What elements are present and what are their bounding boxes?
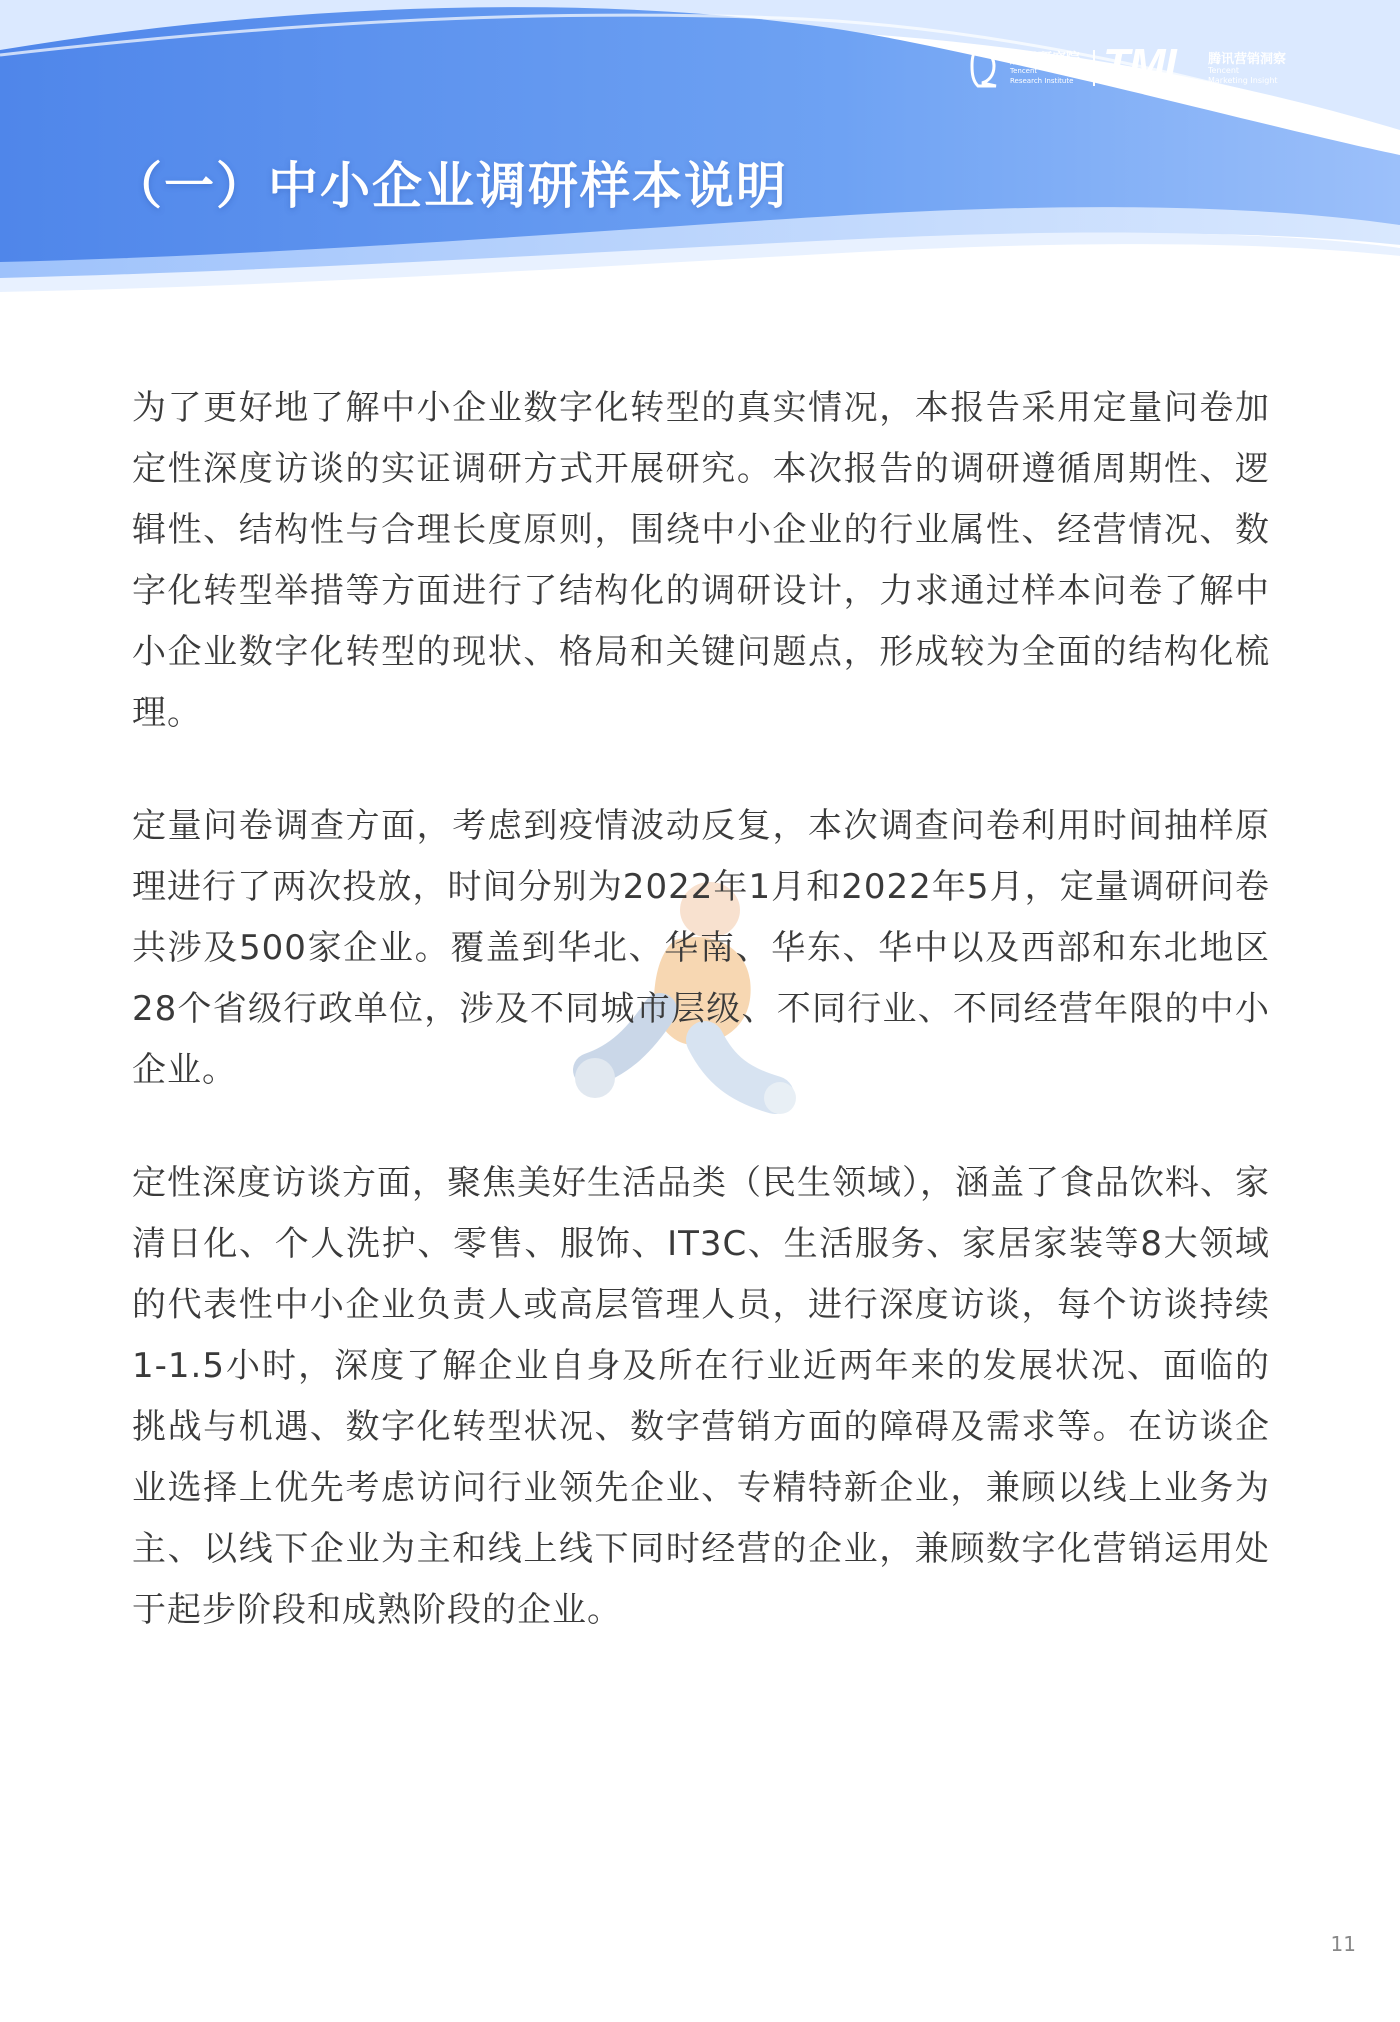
institute-name-en-2: Research Institute	[1010, 77, 1074, 85]
brand-logo	[970, 40, 1300, 92]
page-number: 11	[1330, 1932, 1356, 1956]
paragraph-qualitative: 定性深度访谈方面，聚焦美好生活品类（民生领域），涵盖了食品饮料、家清日化、个人洗护、零售、服饰、IT3C、生活服务、家居家装等8大领域的代表性中小企业负责人或高层管理人员，进行深度访谈，每个访谈持续1-1.5小时，深度了解企业自身及所在行业近两年来的发展状况、面临的挑战与机遇、数字化转型状况、数字营销方面的障碍及需求等。在访谈企业选择上优先考虑访问行业领先企业、专精特新企业，兼顾以线上业务为主、以线下企业为主和线上线下同时经营的企业，兼顾数字化营销运用处于起步阶段和成熟阶段的企业。	[132, 1163, 1270, 1630]
paragraph-intro: 为了更好地了解中小企业数字化转型的真实情况，本报告采用定量问卷加定性深度访谈的实证调研方式开展研究。本次报告的调研遵循周期性、逻辑性、结构性与合理长度原则，围绕中小企业的行业属性、经营情况、数字化转型举措等方面进行了结构化的调研设计，力求通过样本问卷了解中小企业数字化转型的现状、格局和关键问题点，形成较为全面的结构化梳理。	[132, 388, 1270, 733]
tmi-name-en-1: Tencent	[1208, 66, 1240, 75]
body-text	[132, 378, 1270, 1693]
logo-divider	[1093, 50, 1095, 86]
tmi-name-en-2: Marketing Insight	[1208, 76, 1278, 85]
section-title: （一）中小企业调研样本说明	[112, 157, 788, 215]
tmi-name-cn: 腾讯营销洞察	[1208, 52, 1287, 67]
institute-name-en-1: Tencent	[1010, 67, 1038, 75]
header-banner	[0, 0, 1400, 300]
tencent-research-logo-icon	[970, 48, 1000, 88]
paragraph-quantitative: 定量问卷调查方面，考虑到疫情波动反复，本次调查问卷利用时间抽样原理进行了两次投放，时间分别为2022年1月和2022年5月，定量调研问卷共涉及500家企业。覆盖到华北、华南、华东、华中以及西部和东北地区28个省级行政单位，涉及不同城市层级、不同行业、不同经营年限的中小企业。	[132, 806, 1270, 1090]
tmi-logo-mark: TMI	[1103, 40, 1176, 89]
institute-name-cn: 腾讯研究院	[1010, 51, 1080, 67]
